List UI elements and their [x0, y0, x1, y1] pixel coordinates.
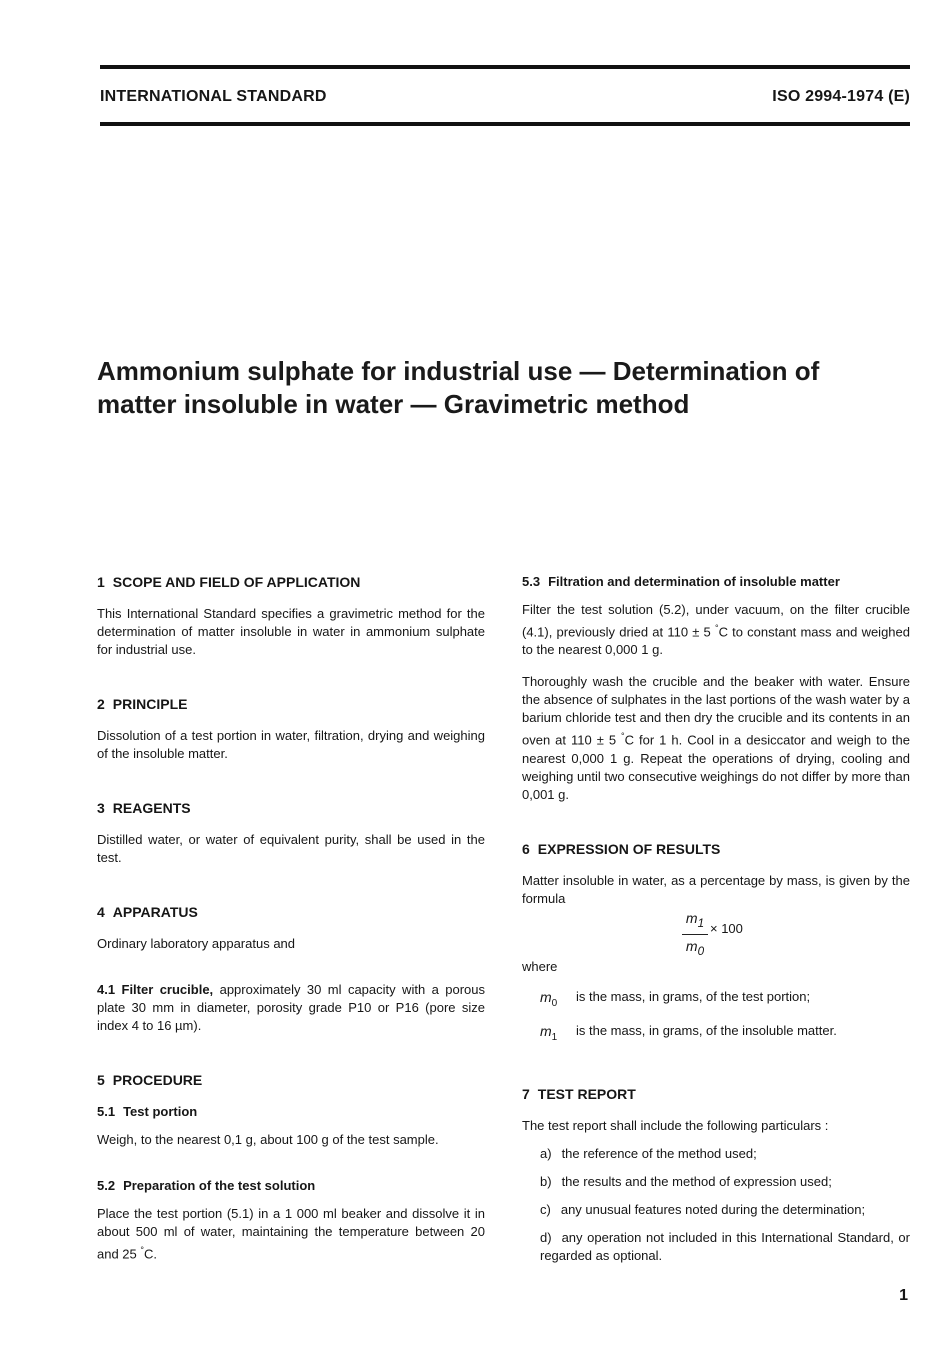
section-3-heading: [97, 799, 485, 817]
list-item: [540, 1229, 910, 1265]
section-title: SCOPE AND FIELD OF APPLICATION: [112, 574, 361, 590]
subsection-body: approximately 30 ml capacity with a porous plate 30 mm in diameter, porosity grade P10 or P16 (pore size index 4 to 16 µm).: [97, 982, 485, 1033]
list-text: the reference of the method used;: [561, 1146, 757, 1162]
document-type-label: INTERNATIONAL STANDARD: [100, 88, 327, 105]
section-number: 4: [97, 904, 105, 920]
subsection-number: 5.1: [97, 1104, 116, 1119]
section-number: 6: [522, 840, 530, 857]
header-top-rule: [100, 65, 910, 69]
page-number: 1: [899, 1287, 908, 1304]
definition-m0: [540, 988, 910, 1013]
definition-m1: [540, 1022, 910, 1047]
list-text: any operation not included in this International Standard, or regarded as optional.: [540, 1230, 910, 1264]
section-6-heading: [522, 840, 910, 858]
symbol-letter: m: [540, 1023, 552, 1040]
document-title: [97, 355, 897, 421]
symbol-subscript: 1: [551, 1032, 558, 1044]
subsection-title: Filtration and determination of insoluble matter: [548, 574, 840, 589]
degree-symbol: °: [140, 1245, 144, 1255]
result-formula: [522, 908, 910, 958]
left-column: [97, 573, 485, 1263]
section-6-text: Matter insoluble in water, as a percentage by mass, is given by the formula: [522, 872, 910, 906]
section-7-text: The test report shall include the following particulars :: [522, 1118, 829, 1134]
where-label: where: [522, 958, 558, 974]
section-4-heading: [97, 903, 485, 921]
header-bottom-rule: [100, 122, 910, 126]
subsection-number: 4.1: [97, 982, 116, 997]
symbol-subscript: 0: [551, 997, 558, 1009]
section-number: 2: [97, 696, 105, 712]
definition-symbol: [540, 988, 576, 1013]
right-column: [522, 573, 910, 1275]
numerator-symbol: m: [685, 909, 698, 926]
section-title: TEST REPORT: [537, 1086, 636, 1103]
section-3-text: Distilled water, or water of equivalent purity, shall be used in the test.: [97, 832, 485, 865]
section-2-heading: [97, 695, 485, 713]
section-7-heading: [522, 1085, 910, 1103]
text-part: C for 1 h. Cool in a desiccator and weigh to the nearest 0,000 1 g. Repeat the operations of drying, cooling and weighing until two consecutive weighings do not differ by more than 0,001 g.: [522, 732, 910, 802]
text-part: C to constant mass and weighed to the nearest 0,000 1 g.: [522, 624, 910, 658]
title-line-1: Ammonium sulphate for industrial use — Determination of: [97, 356, 820, 386]
list-text: any unusual features noted during the determination;: [560, 1202, 866, 1218]
subsection-5-3-heading: [522, 573, 910, 591]
list-text: the results and the method of expression used;: [561, 1174, 832, 1190]
section-title: PROCEDURE: [112, 1072, 203, 1088]
section-title: APPARATUS: [112, 904, 198, 920]
formula-numerator: [685, 909, 705, 930]
definition-text: is the mass, in grams, of the insoluble matter.: [576, 1023, 837, 1039]
subsection-5-3-paragraph-1: [522, 601, 910, 659]
subsection-5-1-text: Weigh, to the nearest 0,1 g, about 100 g of the test sample.: [97, 1132, 439, 1147]
definition-text: is the mass, in grams, of the test portion;: [576, 988, 811, 1004]
section-5-heading: [97, 1071, 485, 1089]
symbol-letter: m: [540, 988, 552, 1005]
section-number: 3: [97, 800, 105, 816]
list-label: c): [540, 1202, 551, 1218]
subsection-number: 5.2: [97, 1178, 116, 1193]
subsection-number: 5.3: [522, 574, 541, 589]
degree-symbol: °: [714, 623, 719, 633]
title-line-2: matter insoluble in water — Gravimetric method: [97, 389, 690, 419]
subsection-5-2-text: [97, 1205, 485, 1263]
section-4-text: Ordinary laboratory apparatus and: [97, 936, 296, 951]
list-item: [540, 1173, 910, 1191]
text-part: Thoroughly wash the crucible and the beaker with water. Ensure the absence of sulphates in the last portions of the wash water by a barium chloride test and then dry the crucible and its contents in an oven at 110 ± 5: [522, 674, 910, 748]
subsection-5-3-paragraph-2: [522, 673, 910, 803]
formula-denominator: [685, 938, 705, 959]
list-label: a): [540, 1146, 552, 1162]
subsection-4-1-text: [97, 981, 485, 1035]
section-number: 5: [97, 1072, 105, 1088]
standard-number: ISO 2994-1974 (E): [772, 88, 910, 105]
subsection-5-1-heading: [97, 1103, 485, 1121]
text-part: C.: [144, 1246, 157, 1262]
numerator-subscript: 1: [697, 916, 705, 930]
subsection-title: Preparation of the test solution: [123, 1178, 316, 1193]
formula-multiplier: × 100: [710, 920, 743, 936]
subsection-term: Filter crucible,: [121, 982, 214, 997]
section-title: REAGENTS: [112, 800, 191, 816]
fraction-bar: [682, 934, 708, 935]
section-number: 7: [522, 1086, 530, 1103]
list-item: [540, 1201, 910, 1219]
section-title: PRINCIPLE: [112, 696, 188, 712]
denominator-symbol: m: [685, 938, 698, 955]
list-label: b): [540, 1174, 552, 1190]
section-number: 1: [97, 574, 105, 590]
text-part: Place the test portion (5.1) in a 1 000 ml beaker and dissolve it in about 500 ml of water, maintaining the temperature between 20 and 25: [97, 1206, 485, 1262]
subsection-title: Test portion: [123, 1104, 198, 1119]
list-item: [540, 1145, 910, 1163]
section-1-text: This International Standard specifies a gravimetric method for the determination of matter insoluble in water in ammonium sulphate for industrial use.: [97, 606, 485, 657]
formula-fraction: [682, 908, 708, 963]
text-part: Filter the test solution (5.2), under vacuum, on the filter crucible (4.1), previously dried at 110 ± 5: [522, 602, 910, 640]
degree-symbol: °: [621, 731, 625, 742]
list-label: d): [540, 1230, 552, 1246]
subsection-5-2-heading: [97, 1177, 485, 1195]
section-2-text: Dissolution of a test portion in water, filtration, drying and weighing of the insoluble matter.: [97, 728, 485, 761]
denominator-subscript: 0: [697, 945, 705, 959]
section-title: EXPRESSION OF RESULTS: [537, 840, 721, 857]
definition-symbol: [540, 1022, 576, 1047]
section-1-heading: [97, 573, 485, 591]
